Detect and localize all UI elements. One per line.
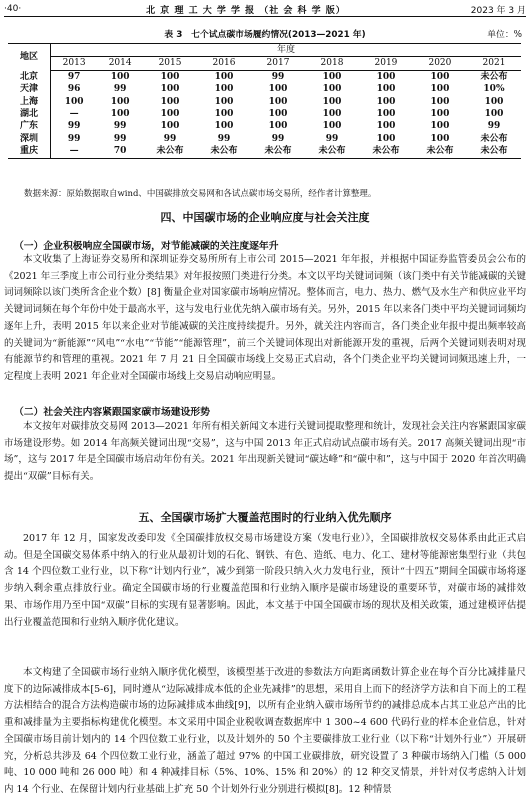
value-cell: 100 [430, 133, 450, 144]
value-cell: 100 [322, 96, 342, 107]
value-cell: 100 [376, 121, 396, 132]
value-cell: 100 [430, 121, 450, 132]
value-cell: 100 [110, 71, 130, 82]
year-header: 2015 [143, 57, 197, 70]
table-row [8, 120, 521, 132]
value-cell: 100 [268, 109, 288, 120]
section-4-paragraph-2: 本文按年对碳排放交易网 2013—2021 年所有相关新闻文本进行关键词提取整理和统计，发现社会关注内容紧跟国家碳市场建设形势。如 2014 年高频关键词出现“交易”，这与中国 2013 年正式启动试点碳市场有关。2017 高频关键词出现“市场”，这与 2017 年是全国碳市场启动年份有关。2021 年出现新关键词“碳达峰”和“碳中和”，这与中国于 2020 年首次明确提出“双碳”目标有关。 [4, 421, 526, 483]
section-5-paragraph-2: 本文构建了全国碳市场行业纳入顺序优化模型，该模型基于改进的参数法方向距离函数计算企业在每个百分比减排量尺度下的边际减排成本[5-6]，同时遵从“边际减排成本低的企业先减排”的思想，采用自上而下的经济学方法和自下而上的工程方法相结合的混合方法构造碳市场的边际减排成本曲线[9]，以所有企业纳入碳市场所节约的减排总成本占其工业总产出的比重和减排量为主要指标构建优化模型。本文采用中国企业税收调查数据库中 1 300~4 600 代码行业的样本企业信息，针对全国碳市场目前计划内的 14 个四位数工业行业，以及计划外的 50 个主要碳排放工业行业（以下称“计划外行业”）开展研究，分析总共涉及 64 个四位数工业行业，涵盖了超过 97% 的中国工业碳排放，研究设置了 3 种碳市场纳入门槛（5 000 吨、10 000 吨和 26 000 吨）和 4 种减排目标（5%、10%、15% 和 20%）的 12 种交叉情景，并针对仅考虑纳入计划内 14 个行业、在保留计划内行业基础上扩充 50 个计划外行业分别进行模拟[8]。12 种情景 [4, 667, 526, 795]
value-cell: 100 [376, 96, 396, 107]
journal-title: 北 京 理 工 大 学 学 报 （社 会 科 学 版） [146, 5, 346, 16]
section-4-title: 四、中国碳市场的企业响应度与社会关注度 [160, 211, 370, 224]
value-cell: 100 [160, 84, 180, 95]
compliance-table [8, 43, 521, 159]
region-cell: 重庆 [8, 145, 51, 158]
value-cell: 99 [487, 121, 501, 132]
region-cell: 广东 [8, 120, 51, 132]
table-row [8, 133, 521, 145]
region-cell: 天津 [8, 83, 51, 95]
value-cell: 未公布 [359, 145, 413, 158]
table-row-header: 地区 [8, 44, 51, 71]
year-header: 2018 [305, 57, 359, 70]
table-unit: 单位：% [487, 30, 522, 40]
value-cell: 100 [430, 96, 450, 107]
value-cell: 未公布 [251, 145, 305, 158]
table-row [8, 145, 521, 158]
value-cell: 100 [214, 84, 234, 95]
table-row [8, 96, 521, 108]
value-cell: 未公布 [305, 145, 359, 158]
value-cell: 100 [214, 109, 234, 120]
value-cell: — [51, 145, 98, 158]
section-5-title: 五、全国碳市场扩大覆盖范围时的行业纳入优先顺序 [138, 511, 392, 524]
value-cell: 100 [268, 121, 288, 132]
value-cell: 100 [322, 109, 342, 120]
value-cell: 100 [484, 109, 504, 120]
value-cell: 10% [483, 84, 505, 95]
region-cell: 北京 [8, 70, 51, 83]
value-cell: 99 [113, 84, 127, 95]
year-header: 2016 [197, 57, 251, 70]
value-cell: 100 [268, 84, 288, 95]
value-cell: 未公布 [467, 145, 521, 158]
value-cell: 99 [271, 71, 285, 82]
value-cell: 100 [214, 71, 234, 82]
value-cell: 100 [376, 84, 396, 95]
value-cell: 100 [484, 96, 504, 107]
table-caption-row [8, 27, 522, 41]
value-cell: 99 [163, 133, 177, 144]
section-4-paragraph-1: 本文收集了上海证券交易所和深圳证券交易所所有上市公司 2015—2021 年年报，并根据中国证券监管委员会公布的《2021 年三季度上市公司行业分类结果》对年报按照门类进行分类。本文以平均关键词词频（该门类中有关节能减碳的关键词词频除以该门类所含企业个数）[8] 衡量企业对国家碳市场响应情况。整体而言，电力、热力、燃气及水生产和供应业平均关键词词频在每个年份中处于最高水平，这与发电行业优先纳入碳市场有关。另外，2015 年以来各门类中平均关键词词频均逐年上升，表明 2015 年以来企业对节能减碳的关注度持续提升。另外，就关注内容而言，各门类企业年报中提出频率较高的关键词为“新能源”“风电”“水电”“节能”“能源管理”，前三个关键词体现出对新能源开发的重视，后两个关键词则表明对现有能源节约和管理的重视。2021 年 7 月 21 日全国碳市场线上交易正式启动，各个门类企业平均关键词词频迅速上升，一定程度上表明 2021 年企业对全国碳市场线上交易启动响应明显。 [4, 254, 526, 382]
value-cell: 100 [430, 109, 450, 120]
section-5-paragraph-1: 2017 年 12 月，国家发改委印发《全国碳排放权交易市场建设方案（发电行业）》，全国碳排放权交易体系由此正式启动。但是全国碳交易体系中纳入的行业从最初计划的石化、钢铁、有色、造纸、电力、化工、建材等能源密集型行业（共包含 14 个四位数工业行业，以下称“计划内行业”，减少到第一阶段只纳入火力发电行业，预计“十四五”期间全国碳市场将逐步纳入剩余重点排放行业。确定全国碳市场的行业覆盖范围和行业纳入顺序是碳市场建设的重要环节，对碳市场的减排效果、市场作用乃至中国“双碳”目标的实现有显著影响。因此，本文基于中国全国碳市场的现状及相关政策，通过建模评估提出行业覆盖范围和行业纳入顺序优化建议。 [4, 533, 526, 628]
value-cell: 99 [271, 133, 285, 144]
header-rule [4, 16, 526, 17]
page-number: ·40· [4, 4, 22, 14]
value-cell: 100 [322, 71, 342, 82]
year-header: 2017 [251, 57, 305, 70]
value-cell: 100 [160, 121, 180, 132]
value-cell: 100 [430, 84, 450, 95]
section-4-subheading-1: （一）企业积极响应全国碳市场，对节能减碳的关注度逐年升 [14, 241, 279, 252]
value-cell: 99 [67, 121, 81, 132]
year-header: 2013 [51, 57, 98, 70]
issue-date: 2023 年 3 月 [470, 5, 526, 16]
value-cell: 未公布 [413, 145, 467, 158]
table-year-header: 年度 [51, 44, 522, 57]
value-cell: 99 [113, 133, 127, 144]
value-cell: 100 [376, 109, 396, 120]
value-cell: 99 [325, 133, 339, 144]
region-cell: 上海 [8, 96, 51, 108]
value-cell: 100 [160, 109, 180, 120]
value-cell: 99 [113, 121, 127, 132]
year-header: 2019 [359, 57, 413, 70]
value-cell: 100 [160, 96, 180, 107]
year-header: 2020 [413, 57, 467, 70]
table-body [8, 70, 521, 158]
value-cell: 70 [97, 145, 143, 158]
value-cell: 100 [214, 121, 234, 132]
value-cell: 100 [110, 109, 130, 120]
value-cell: 100 [160, 71, 180, 82]
value-cell: 100 [268, 96, 288, 107]
running-head [4, 2, 526, 16]
value-cell: 未公布 [197, 145, 251, 158]
section-4-subheading-2: （二）社会关注内容紧跟国家碳市场建设形势 [14, 407, 210, 418]
value-cell: 100 [110, 96, 130, 107]
value-cell: 99 [67, 133, 81, 144]
value-cell: 100 [214, 96, 234, 107]
value-cell: 100 [322, 121, 342, 132]
value-cell: — [69, 109, 79, 120]
table-row [8, 108, 521, 120]
value-cell: 100 [376, 133, 396, 144]
value-cell: 未公布 [480, 71, 508, 82]
value-cell: 100 [64, 96, 84, 107]
table-row [8, 70, 521, 83]
value-cell: 100 [322, 84, 342, 95]
region-cell: 深圳 [8, 133, 51, 145]
table-source-note: 数据来源：原始数据取自wind、中国碳排放交易网和各试点碳市场交易所，经作者计算整理。 [24, 189, 377, 199]
year-header: 2021 [467, 57, 521, 70]
value-cell: 99 [217, 133, 231, 144]
table-row [8, 83, 521, 95]
value-cell: 97 [67, 71, 81, 82]
year-header: 2014 [97, 57, 143, 70]
region-cell: 湖北 [8, 108, 51, 120]
value-cell: 100 [430, 71, 450, 82]
value-cell: 未公布 [480, 133, 508, 144]
value-cell: 未公布 [143, 145, 197, 158]
table-caption: 表 3 七个试点碳市场履约情况(2013—2021 年) [164, 30, 366, 40]
value-cell: 96 [67, 84, 81, 95]
value-cell: 100 [376, 71, 396, 82]
